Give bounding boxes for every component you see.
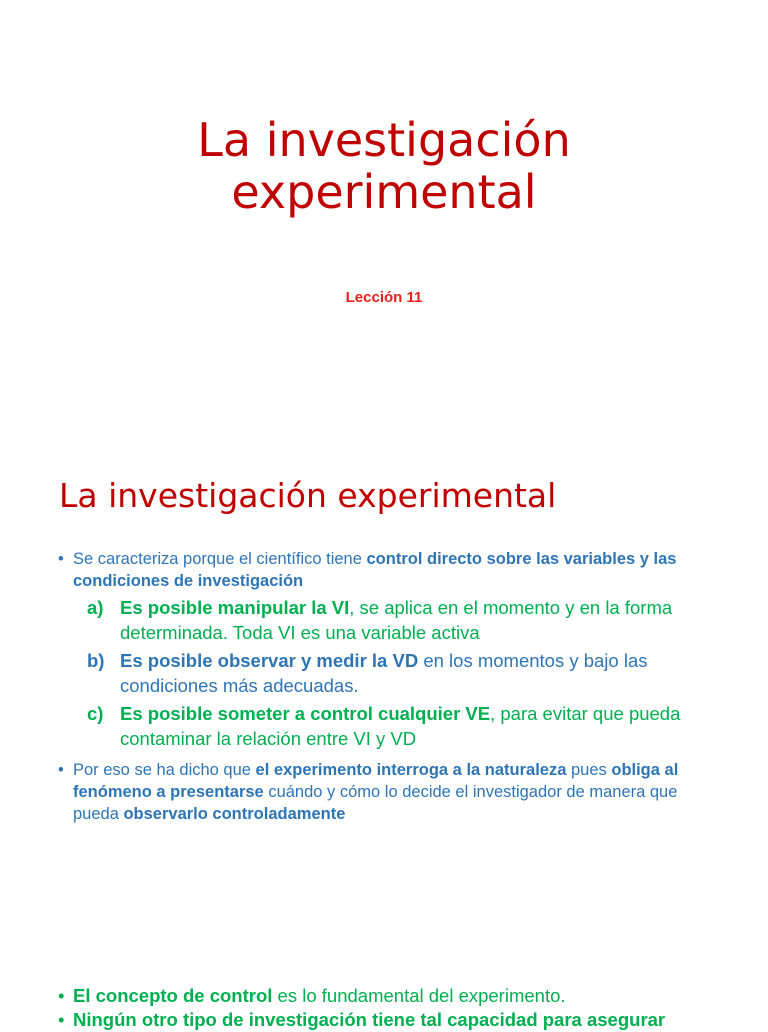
bullet-dot: • (58, 985, 65, 1006)
title-slide (0, 0, 768, 442)
bullet-text: cuándo y cómo lo decide el investigador de manera que pueda (73, 783, 678, 823)
sub-item-a (0, 596, 768, 645)
slide-title (0, 114, 768, 218)
sub-item-marker: a) (87, 597, 104, 618)
bullet-bold-text: el experimento interroga a la naturaleza (255, 761, 567, 779)
slide-body (0, 984, 768, 1032)
bullet-dot: • (58, 1009, 65, 1030)
bullet-dot: • (58, 550, 64, 568)
bullet-bold-text: control directo sobre las variables y las condiciones de investigación (73, 550, 677, 590)
slide-title-line-2: experimental (231, 165, 537, 219)
bullet-bold-text: observarlo controladamente (123, 805, 346, 823)
sub-item-bold: Es posible someter a control cualquier VE (120, 703, 491, 724)
bullet-item (0, 548, 768, 592)
bullet-text: Se caracteriza porque el científico tiene (73, 550, 367, 568)
slide-subtitle: Lección 11 (345, 289, 423, 306)
sub-item-b (0, 649, 768, 698)
sub-item-text: , para evitar que pueda contaminar la relación entre VI y VD (120, 703, 681, 749)
content-slide (0, 442, 768, 942)
sub-list (0, 596, 768, 751)
bullet-text: pues (566, 761, 612, 779)
sub-item-marker: b) (87, 650, 105, 671)
slide-heading: La investigación experimental (59, 476, 557, 515)
sub-item-text: en los momentos y bajo las condiciones más adecuadas. (120, 650, 648, 696)
sub-item-marker: c) (87, 703, 104, 724)
bullet-item (0, 1008, 768, 1032)
bullet-text: Por eso se ha dicho que (73, 761, 256, 779)
sub-item-bold: Es posible observar y medir la VD (120, 650, 419, 671)
bullet-text: es lo fundamental del experimento. (272, 985, 566, 1006)
bullet-bold-text: obliga al fenómeno a presentarse (73, 761, 679, 801)
content-slide-partial (0, 942, 768, 1030)
bullet-bold-text: El concepto de control (73, 985, 273, 1006)
sub-item-c (0, 702, 768, 751)
bullet-item (0, 984, 768, 1008)
sub-item-text: , se aplica en el momento y en la forma determinada. Toda VI es una variable activa (120, 597, 673, 643)
bullet-bold-text: Ningún otro tipo de investigación tiene tal capacidad para asegurar (73, 1009, 666, 1030)
sub-item-bold: Es posible manipular la VI (120, 597, 350, 618)
bullet-dot: • (58, 761, 64, 779)
slide-body (0, 548, 768, 825)
slide-title-line-1: La investigación (197, 113, 571, 167)
bullet-item (0, 759, 768, 825)
